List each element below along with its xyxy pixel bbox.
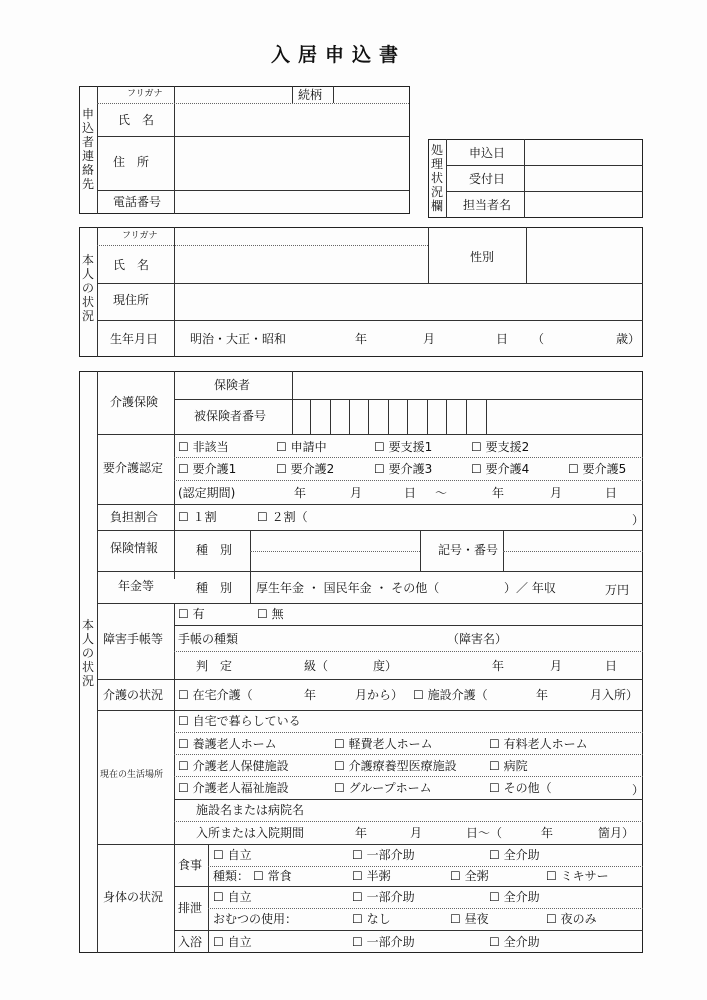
option-label: ミキサー bbox=[560, 869, 609, 883]
insurer-label: 保険者 bbox=[214, 378, 251, 392]
gender-field[interactable] bbox=[530, 231, 638, 279]
stay-day-label: 日～（ bbox=[466, 826, 503, 840]
person-name-label: 氏 名 bbox=[113, 258, 150, 272]
staff-label: 担当者名 bbox=[463, 198, 512, 212]
bath-option[interactable] bbox=[352, 935, 415, 949]
checkbox-icon[interactable]: ☐ bbox=[568, 462, 579, 476]
care-level-option[interactable] bbox=[276, 440, 327, 454]
bath-option[interactable] bbox=[213, 935, 252, 949]
checkbox-icon[interactable]: ☐ bbox=[276, 440, 287, 454]
applicant-furigana-label: フリガナ bbox=[127, 89, 163, 99]
degree-label: 度） bbox=[373, 659, 398, 673]
applicant-address-field[interactable] bbox=[178, 139, 406, 187]
pension-kinds[interactable]: 厚生年金 ・ 国民年金 ・ その他（ bbox=[256, 581, 440, 595]
meal-option[interactable] bbox=[213, 848, 252, 862]
option-label: 自立 bbox=[227, 935, 252, 949]
option-label: 介護老人福祉施設 bbox=[192, 781, 289, 795]
stay-year-label: 年 bbox=[355, 826, 368, 840]
option-label: 有 bbox=[192, 607, 205, 621]
option-label: 自立 bbox=[227, 848, 252, 862]
checkbox-icon[interactable]: ☐ bbox=[450, 869, 461, 883]
option-label: 自宅で暮らしている bbox=[192, 714, 301, 728]
excretion-option[interactable] bbox=[352, 890, 415, 904]
checkbox-icon[interactable]: ☐ bbox=[471, 440, 482, 454]
option-label: 一部介助 bbox=[366, 890, 415, 904]
checkbox-icon[interactable]: ☐ bbox=[213, 848, 224, 862]
option-label: 無 bbox=[271, 607, 284, 621]
page-title: 入居申込書 bbox=[271, 44, 407, 66]
option-label: グループホーム bbox=[348, 781, 432, 795]
era-options[interactable]: 明治・大正・昭和 bbox=[190, 332, 287, 346]
checkbox-icon[interactable]: ☐ bbox=[352, 848, 363, 862]
checkbox-icon[interactable]: ☐ bbox=[413, 688, 424, 702]
birth-day-label: 日 bbox=[496, 332, 509, 346]
period-end-day-label: 日 bbox=[605, 486, 618, 500]
checkbox-icon[interactable]: ☐ bbox=[178, 759, 189, 773]
checkbox-icon[interactable]: ☐ bbox=[213, 935, 224, 949]
option-label: 一部介助 bbox=[366, 848, 415, 862]
option-label: 自立 bbox=[227, 890, 252, 904]
disability-yes[interactable] bbox=[178, 607, 205, 621]
period-tilde: ～ bbox=[435, 486, 448, 500]
residence-option[interactable] bbox=[178, 759, 289, 773]
care-situation-label: 介護の状況 bbox=[103, 688, 164, 702]
diaper-option[interactable] bbox=[352, 912, 391, 926]
checkbox-icon[interactable]: ☐ bbox=[257, 510, 268, 524]
home-care-option[interactable] bbox=[178, 688, 253, 702]
option-label: 軽費老人ホーム bbox=[348, 737, 433, 751]
disability-name-label: （障害名） bbox=[447, 632, 508, 646]
checkbox-icon[interactable]: ☐ bbox=[178, 781, 189, 795]
option-label: 在宅介護（ bbox=[192, 688, 253, 702]
facility-care-year-label: 年 bbox=[536, 688, 549, 702]
received-date-field[interactable] bbox=[528, 169, 638, 187]
applicant-section-label: 申込者連絡先 bbox=[81, 107, 94, 191]
care-level-option[interactable] bbox=[374, 462, 432, 476]
person-section-label: 本人の状況 bbox=[81, 253, 94, 323]
disability-label: 障害手帳等 bbox=[103, 632, 164, 646]
checkbox-icon[interactable]: ☐ bbox=[178, 714, 189, 728]
period-year-label: 年 bbox=[294, 486, 307, 500]
period-day-label: 日 bbox=[404, 486, 417, 500]
applicant-address-label: 住 所 bbox=[113, 155, 150, 169]
meal-type-option[interactable] bbox=[546, 869, 609, 883]
insured-number-label: 被保険者番号 bbox=[194, 409, 267, 423]
option-label: 要介護3 bbox=[388, 462, 433, 476]
option-label: その他（ bbox=[503, 781, 552, 795]
meal-type-label: 種類： bbox=[213, 869, 250, 883]
option-label: 有料老人ホーム bbox=[503, 737, 588, 751]
checkbox-icon[interactable]: ☐ bbox=[178, 737, 189, 751]
checkbox-icon[interactable]: ☐ bbox=[178, 607, 189, 621]
option-label: 要支援2 bbox=[485, 440, 530, 454]
option-label: 非該当 bbox=[192, 440, 229, 454]
residence-option[interactable] bbox=[178, 737, 277, 751]
diaper-option[interactable] bbox=[450, 912, 489, 926]
option-label: 養護老人ホーム bbox=[192, 737, 277, 751]
office-section-label: 処理状況欄 bbox=[430, 143, 443, 213]
applicant-phone-label: 電話番号 bbox=[113, 195, 162, 209]
status-section-label: 本人の状況 bbox=[81, 618, 94, 688]
option-label: 全粥 bbox=[464, 869, 489, 883]
care-level-option[interactable] bbox=[568, 462, 626, 476]
bath-label: 入浴 bbox=[178, 935, 203, 949]
care-level-option[interactable] bbox=[471, 462, 529, 476]
option-label: ２割（ bbox=[271, 510, 308, 524]
checkbox-icon[interactable]: ☐ bbox=[257, 607, 268, 621]
option-label: 常食 bbox=[267, 869, 292, 883]
judgement-day-label: 日 bbox=[605, 659, 618, 673]
checkbox-icon[interactable]: ☐ bbox=[489, 935, 500, 949]
period-end-year-label: 年 bbox=[492, 486, 505, 500]
option-label: 一部介助 bbox=[366, 935, 415, 949]
insurance-type-label: 種 別 bbox=[196, 543, 233, 557]
applicant-name-label: 氏 名 bbox=[118, 113, 155, 127]
judgement-year-label: 年 bbox=[492, 659, 505, 673]
residence-option[interactable] bbox=[334, 781, 432, 795]
checkbox-icon[interactable]: ☐ bbox=[489, 737, 500, 751]
option-label: なし bbox=[366, 912, 391, 926]
excretion-option[interactable] bbox=[213, 890, 252, 904]
judgement-label: 判 定 bbox=[196, 659, 233, 673]
pension-type-label: 種 別 bbox=[196, 581, 233, 595]
checkbox-icon[interactable]: ☐ bbox=[178, 462, 189, 476]
option-label: 昼夜 bbox=[464, 912, 489, 926]
residence-option[interactable] bbox=[489, 737, 588, 751]
age-open: （ bbox=[532, 332, 545, 346]
option-label: 半粥 bbox=[366, 869, 391, 883]
option-label: 要介護2 bbox=[290, 462, 335, 476]
insurance-info-label: 保険情報 bbox=[110, 541, 159, 555]
option-label: 要支援1 bbox=[388, 440, 433, 454]
applicant-phone-field[interactable] bbox=[178, 193, 406, 211]
applicant-name-field[interactable] bbox=[178, 105, 406, 133]
residence-option[interactable] bbox=[334, 737, 433, 751]
insurer-field[interactable] bbox=[296, 375, 638, 395]
handbook-kind-label: 手帳の種類 bbox=[178, 632, 239, 646]
physical-label: 身体の状況 bbox=[103, 890, 164, 904]
birthdate-label: 生年月日 bbox=[110, 332, 159, 346]
birth-year-label: 年 bbox=[355, 332, 368, 346]
income-unit: 万円 bbox=[605, 583, 630, 597]
care-insurance-label: 介護保険 bbox=[110, 395, 159, 409]
pension-label: 年金等 bbox=[118, 579, 155, 593]
insurance-code-field[interactable] bbox=[507, 534, 639, 567]
current-address-field[interactable] bbox=[178, 287, 638, 317]
certification-period-label: (認定期間) bbox=[178, 486, 236, 500]
checkbox-icon[interactable]: ☐ bbox=[546, 912, 557, 926]
person-name-field[interactable] bbox=[178, 249, 424, 279]
meal-label: 食事 bbox=[178, 858, 203, 872]
option-label: 介護療養型医療施設 bbox=[348, 759, 457, 773]
option-label: 要介護4 bbox=[485, 462, 530, 476]
apply-date-label: 申込日 bbox=[469, 146, 506, 160]
checkbox-icon[interactable]: ☐ bbox=[352, 890, 363, 904]
option-label: 申請中 bbox=[290, 440, 327, 454]
option-label: 介護老人保健施設 bbox=[192, 759, 289, 773]
home-care-year-label: 年 bbox=[304, 688, 317, 702]
meal-type-option[interactable] bbox=[450, 869, 489, 883]
checkbox-icon[interactable]: ☐ bbox=[374, 462, 385, 476]
meal-type-option[interactable] bbox=[352, 869, 391, 883]
burden-label: 負担割合 bbox=[110, 510, 159, 524]
meal-option[interactable] bbox=[489, 848, 540, 862]
staff-field[interactable] bbox=[528, 195, 638, 213]
apply-date-field[interactable] bbox=[528, 143, 638, 161]
received-date-label: 受付日 bbox=[469, 172, 506, 186]
checkbox-icon[interactable]: ☐ bbox=[489, 848, 500, 862]
residence-close: ） bbox=[632, 783, 645, 797]
option-label: 全介助 bbox=[503, 935, 540, 949]
judgement-month-label: 月 bbox=[550, 659, 563, 673]
residence-option[interactable] bbox=[178, 781, 289, 795]
residence-label: 現在の生活場所 bbox=[100, 770, 164, 780]
option-label: 全介助 bbox=[503, 848, 540, 862]
checkbox-icon[interactable]: ☐ bbox=[253, 869, 264, 883]
home-care-from-label: 月から） bbox=[355, 688, 404, 702]
care-level-option[interactable] bbox=[471, 440, 529, 454]
checkbox-icon[interactable]: ☐ bbox=[352, 869, 363, 883]
insurance-code-label: 記号・番号 bbox=[438, 543, 499, 557]
stay-period-label: 入所または入院期間 bbox=[196, 826, 305, 840]
residence-option[interactable] bbox=[489, 759, 528, 773]
checkbox-icon[interactable]: ☐ bbox=[450, 912, 461, 926]
applicant-relation-field[interactable] bbox=[340, 88, 406, 102]
meal-option[interactable] bbox=[352, 848, 415, 862]
residence-option[interactable] bbox=[334, 759, 457, 773]
option-label: 病院 bbox=[503, 759, 528, 773]
option-label: １割 bbox=[192, 510, 217, 524]
facility-care-option[interactable] bbox=[413, 688, 488, 702]
age-label: 歳） bbox=[616, 332, 641, 346]
residence-option[interactable] bbox=[489, 781, 552, 795]
stay-years-label: 年 bbox=[541, 826, 554, 840]
care-level-label: 要介護認定 bbox=[103, 461, 164, 475]
person-furigana-label: フリガナ bbox=[122, 231, 158, 241]
option-label: 夜のみ bbox=[560, 912, 597, 926]
checkbox-icon[interactable]: ☐ bbox=[352, 935, 363, 949]
income-label: ）／ 年収 bbox=[504, 581, 556, 595]
grade-label: 級（ bbox=[304, 659, 329, 673]
residence-option-home[interactable] bbox=[178, 714, 301, 728]
care-level-option[interactable] bbox=[276, 462, 334, 476]
burden-close: ） bbox=[632, 513, 645, 527]
bath-option[interactable] bbox=[489, 935, 540, 949]
diaper-label: おむつの使用： bbox=[213, 912, 298, 926]
birth-month-label: 月 bbox=[423, 332, 436, 346]
checkbox-icon[interactable]: ☐ bbox=[178, 510, 189, 524]
meal-type-option[interactable] bbox=[253, 869, 292, 883]
insured-number-field[interactable] bbox=[311, 402, 485, 431]
care-level-option[interactable] bbox=[374, 440, 432, 454]
excretion-option[interactable] bbox=[489, 890, 540, 904]
checkbox-icon[interactable]: ☐ bbox=[546, 869, 557, 883]
stay-month-label: 月 bbox=[410, 826, 423, 840]
period-month-label: 月 bbox=[350, 486, 363, 500]
current-address-label: 現住所 bbox=[113, 293, 150, 307]
checkbox-icon[interactable]: ☐ bbox=[471, 462, 482, 476]
applicant-relation-label: 続柄 bbox=[298, 88, 323, 102]
period-end-month-label: 月 bbox=[550, 486, 563, 500]
checkbox-icon[interactable]: ☐ bbox=[276, 462, 287, 476]
option-label: 要介護1 bbox=[192, 462, 237, 476]
insurance-type-field[interactable] bbox=[254, 534, 416, 567]
stay-months-label: 箇月） bbox=[598, 826, 635, 840]
checkbox-icon[interactable]: ☐ bbox=[178, 440, 189, 454]
facility-name-label: 施設名または病院名 bbox=[196, 803, 305, 817]
checkbox-icon[interactable]: ☐ bbox=[334, 737, 345, 751]
option-label: 全介助 bbox=[503, 890, 540, 904]
gender-label: 性別 bbox=[470, 250, 495, 264]
excretion-label: 排泄 bbox=[178, 901, 203, 915]
checkbox-icon[interactable]: ☐ bbox=[213, 890, 224, 904]
checkbox-icon[interactable]: ☐ bbox=[489, 759, 500, 773]
checkbox-icon[interactable]: ☐ bbox=[334, 759, 345, 773]
disability-no[interactable] bbox=[257, 607, 284, 621]
burden-option-2[interactable] bbox=[257, 510, 308, 524]
checkbox-icon[interactable]: ☐ bbox=[334, 781, 345, 795]
checkbox-icon[interactable]: ☐ bbox=[489, 890, 500, 904]
care-level-option[interactable] bbox=[178, 440, 229, 454]
option-label: 要介護5 bbox=[582, 462, 627, 476]
checkbox-icon[interactable]: ☐ bbox=[489, 781, 500, 795]
facility-care-admit-label: 月入所） bbox=[590, 688, 639, 702]
option-label: 施設介護（ bbox=[427, 688, 488, 702]
diaper-option[interactable] bbox=[546, 912, 597, 926]
checkbox-icon[interactable]: ☐ bbox=[178, 688, 189, 702]
checkbox-icon[interactable]: ☐ bbox=[374, 440, 385, 454]
care-level-option[interactable] bbox=[178, 462, 236, 476]
checkbox-icon[interactable]: ☐ bbox=[352, 912, 363, 926]
burden-option-1[interactable] bbox=[178, 510, 217, 524]
